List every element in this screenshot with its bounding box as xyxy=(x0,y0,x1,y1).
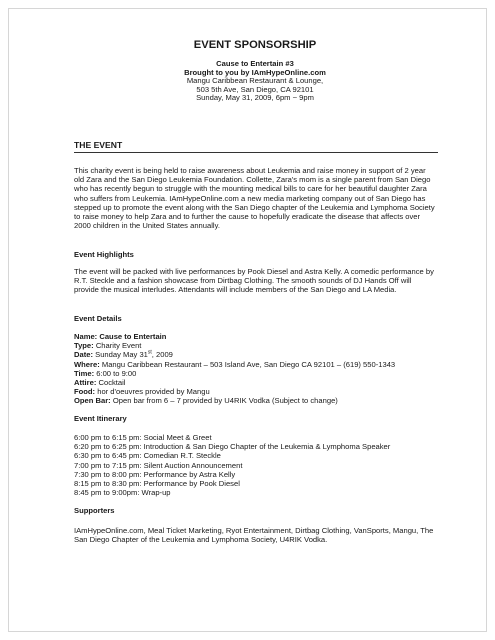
itinerary-item: 7:30 pm to 8:00 pm: Performance by Astra Kelly xyxy=(74,469,236,479)
itinerary-item: 8:15 pm to 8:30 pm: Performance by Pook Diesel xyxy=(74,479,240,489)
venue-name: Mangu Caribbean Restaurant & Lounge, xyxy=(186,76,324,86)
detail-open-bar: Open Bar: Open bar from 6 – 7 provided by U4RIK Vodka (Subject to change) xyxy=(74,396,338,406)
itinerary-item: 6:20 pm to 6:25 pm: Introduction & San Diego Chapter of the Leukemia & Lymphoma Speaker xyxy=(74,442,391,452)
detail-where: Where: Mangu Caribbean Restaurant – 503 Island Ave, San Diego CA 92101 – (619) 550-1343 xyxy=(74,359,396,369)
supporters-heading: Supporters xyxy=(74,506,115,515)
document-page xyxy=(72,0,438,640)
event-date-time: Sunday, May 31, 2009, 6pm ~ 9pm xyxy=(196,93,314,103)
document-title: EVENT SPONSORSHIP xyxy=(193,39,317,51)
itinerary-list xyxy=(74,433,438,497)
supporters-paragraph: IAmHypeOnline.com, Meal Ticket Marketing, Ryot Entertainment, Dirtbag Clothing, VanSports, Mangu, The San Diego Chapter of the Leukemia and Lymphoma Society, U4RIK Vodka. xyxy=(74,526,434,545)
detail-type: Type: Charity Event xyxy=(74,341,142,351)
event-name: Cause to Entertain #3 xyxy=(216,59,294,68)
highlights-heading: Event Highlights xyxy=(74,250,134,259)
detail-name: Name: Cause to Entertain xyxy=(74,332,167,341)
venue-address: 503 5th Ave, San Diego, CA 92101 xyxy=(196,84,314,94)
section-title: THE EVENT xyxy=(74,140,123,150)
highlights-paragraph: The event will be packed with live performances by Pook Diesel and Astra Kelly. A comedic performance by R.T. Steckle and a fashion showcase from Dirtbag Clothing. The smooth sounds of DJ Hands Off will provide the musical interludes. Attendants will include members of the San Diego and LA Media. xyxy=(74,267,434,295)
itinerary-heading: Event Itinerary xyxy=(74,414,127,423)
brought-by: Brought to you by IAmHypeOnline.com xyxy=(184,67,326,77)
detail-date: Date: Sunday May 31st, 2009 xyxy=(74,349,173,360)
itinerary-item: 6:30 pm to 6:45 pm: Comedian R.T. Steckle xyxy=(74,451,221,461)
itinerary-item: 6:00 pm to 6:15 pm: Social Meet & Greet xyxy=(74,433,212,442)
intro-paragraph: This charity event is being held to raise awareness about Leukemia and raise money in support of 2 year old Zara and the San Diego Leukemia Foundation. Collette, Zara's mom is a single parent from San Diego who has recently begun to struggle with the mounting medical bills to care for her beautiful daughter Zara who suffers from Leukemia. IAmHypeOnline.com a new media marketing company out of San Diego has stepped up to promote the event along with the San Diego chapter of the Leukemia and Lymphoma Society to raise money to help Zara and to further the cause to hopefully eradicate the disease that affects over 2000 children in the United States annually. xyxy=(74,166,435,231)
event-header xyxy=(72,60,438,103)
details-heading: Event Details xyxy=(74,314,122,323)
section-divider xyxy=(74,152,438,153)
detail-food: Food: hor d'oeuvres provided by Mangu xyxy=(74,387,210,397)
itinerary-item: 7:00 pm to 7:15 pm: Silent Auction Announcement xyxy=(74,460,243,470)
detail-attire: Attire: Cocktail xyxy=(74,378,126,388)
event-details-list xyxy=(74,332,438,406)
detail-time: Time: 6:00 to 9:00 xyxy=(74,368,137,378)
itinerary-item: 8:45 pm to 9:00pm: Wrap-up xyxy=(74,488,171,498)
